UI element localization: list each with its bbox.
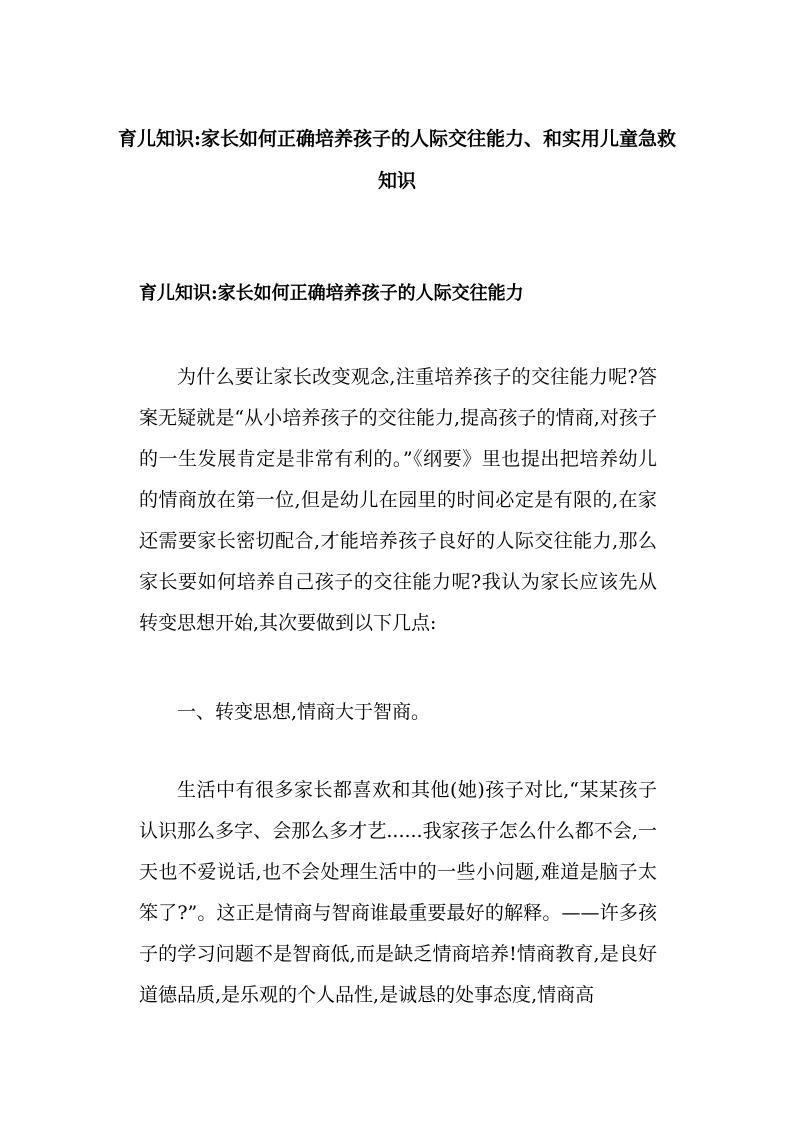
section-heading: 育儿知识:家长如何正确培养孩子的人际交往能力 xyxy=(139,283,524,304)
sub-heading-1: 一、转变思想,情商大于智商。 xyxy=(177,701,431,723)
body-paragraph-2: 生活中有很多家长都喜欢和其他(她)孩子对比,“某某孩子认识那么多字、会那么多才艺......我家孩子怎么什么都不会,一天也不爱说话,也不会处理生活中的一些小问题,难道是脑子太笨了?”。这正是情商与智商谁最重要最好的解释。——许多孩子的学习问题不是智商低,而是缺乏情商培养!情商教育,是良好道德品质,是乐观的个人品性,是诚恳的处事态度,情商高 xyxy=(139,779,657,1006)
body-paragraph-1: 为什么要让家长改变观念,注重培养孩子的交往能力呢?答案无疑就是“从小培养孩子的交往能力,提高孩子的情商,对孩子的一生发展肯定是非常有利的。”《纲要》里也提出把培养幼儿的情商放在第一位,但是幼儿在园里的时间必定是有限的,在家还需要家长密切配合,才能培养孩子良好的人际交往能力,那么家长要如何培养自己孩子的交往能力呢?我认为家长应该先从转变思想开始,其次要做到以下几点: xyxy=(139,366,657,634)
document-title: 育儿知识:家长如何正确培养孩子的人际交往能力、和实用儿童急救知识 xyxy=(117,128,676,192)
